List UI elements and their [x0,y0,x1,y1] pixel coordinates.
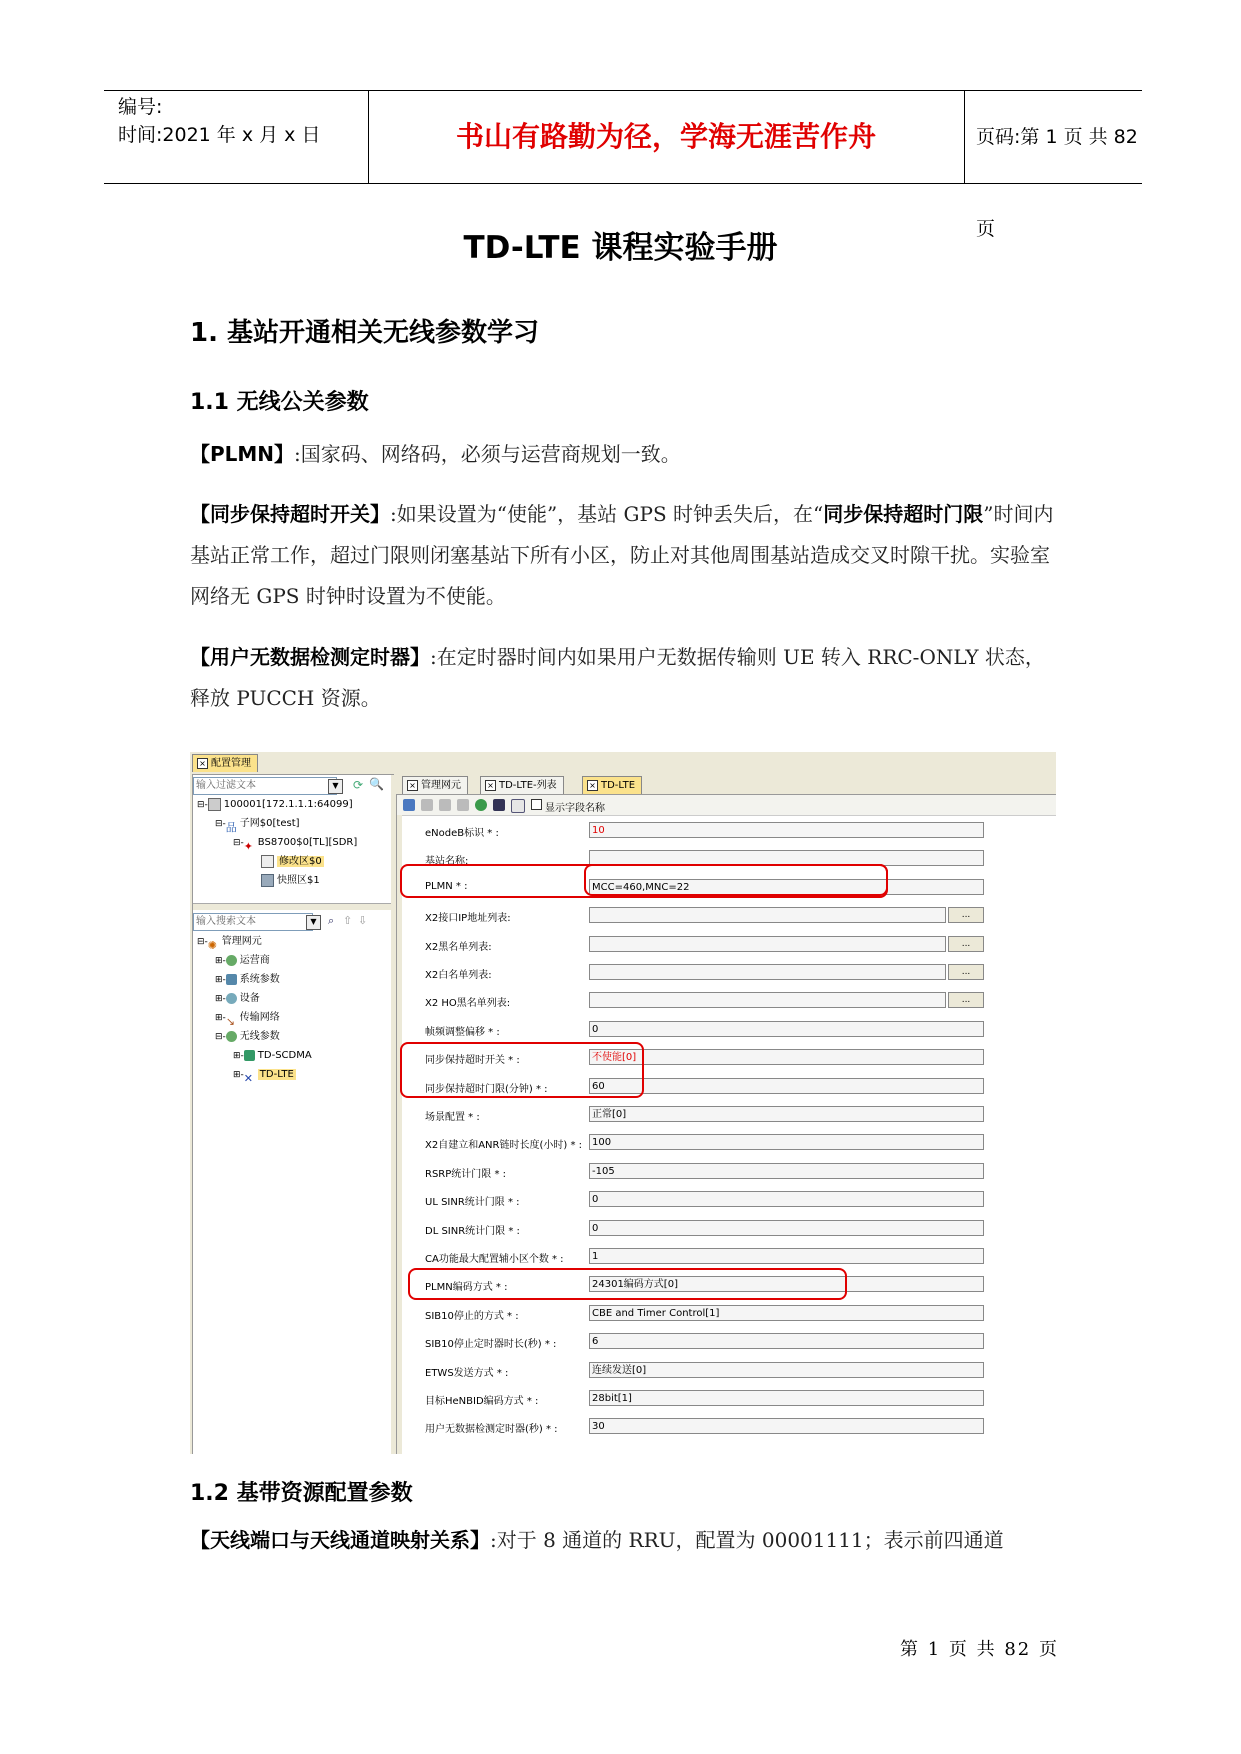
tree-node[interactable] [261,871,320,890]
parameter-label: UL SINR统计门限 * : [425,1197,520,1209]
parameter-row [397,1016,1056,1044]
header-motto: 书山有路勤为径，学海无涯苦作舟 [455,120,876,153]
tree-label: 子网$0[test] [239,818,300,829]
parameter-value-field[interactable]: 0 [589,1220,984,1236]
edit-area-icon [261,855,274,868]
tree-node[interactable]: ⊞- 运营商 [215,955,270,966]
arrow-up-icon[interactable]: ⇧ [343,914,353,927]
parameter-row [397,1385,1056,1413]
doc-title: TD-LTE 课程实验手册 [463,230,778,266]
parameter-value-field[interactable] [589,992,946,1008]
header-divider [368,91,369,183]
server-icon [208,798,221,811]
term-timer: 【用户无数据检测定时器】 [190,645,430,669]
parameter-label: SIB10停止定时器时长(秒) * : [425,1339,557,1351]
parameter-row [397,959,1056,987]
tree-node[interactable]: ⊞- TD-SCDMA [233,1050,312,1061]
refresh-icon[interactable]: ⟳ [353,778,364,792]
tab-td-lte-list[interactable] [480,776,564,794]
tree-node[interactable]: ⊟- 无线参数 [215,1031,280,1042]
show-field-label: 显示字段名称 [545,803,605,814]
paragraph-plmn [190,434,1060,475]
highlight-sync [400,1042,644,1098]
parameter-label: X2 HO黑名单列表: [425,998,511,1010]
close-icon[interactable]: × [197,758,208,769]
parameter-row [397,1215,1056,1243]
arrow-down-icon[interactable]: ⇩ [358,914,368,927]
close-icon[interactable]: × [587,780,598,791]
copy-icon[interactable] [457,799,469,811]
browse-button[interactable]: ... [948,992,984,1008]
parameter-label: ETWS发送方式 * : [425,1367,509,1379]
tree-label: 运营商 [239,955,270,966]
parameter-value-field[interactable] [589,964,946,980]
paragraph-text: :在定时器时间内如果用户无数据传输则 UE 转入 RRC-ONLY 状态，释放 PUCCH 资源。 [190,645,1045,710]
parameter-label: X2接口IP地址列表: [425,913,511,925]
paragraph-text: ”时间内基站正常工作，超过门限则闭塞基站下所有小区，防止对其他周围基站造成交叉时隙干扰。实验室网络无 GPS 时钟时设置为不使能。 [190,502,1054,608]
paragraph-timer [190,637,1060,719]
header-left [118,93,368,149]
config-screenshot [190,752,1056,1454]
tree-label: 快照区$1 [277,875,320,886]
tree-node[interactable]: ⊟-✦ BS8700$0[TL][SDR] [233,837,358,853]
parameter-row [397,1243,1056,1271]
parameter-value-field[interactable]: 连续发送[0] [589,1362,984,1378]
tree-node[interactable]: ⊟-品 子网$0[test] [215,818,300,834]
splitter[interactable] [193,903,391,910]
toolbar [397,795,1056,816]
parameter-value-field[interactable]: 30 [589,1418,984,1434]
refresh-icon[interactable] [475,799,487,811]
tree-label: 管理网元 [221,936,262,947]
parameter-value-field[interactable]: 1 [589,1248,984,1264]
parameter-value-field[interactable]: 正常[0] [589,1106,984,1122]
system-params-icon [226,974,237,985]
parameter-value-field[interactable]: -105 [589,1163,984,1179]
parameter-row [397,1413,1056,1441]
tree-label: TD-SCDMA [257,1050,312,1061]
highlight-plmn-row [400,864,888,898]
doc-number-label: 编号: [118,96,163,118]
subsection-heading: 1.1 无线公关参数 [190,390,369,415]
parameter-value-field[interactable]: 100 [589,1134,984,1150]
base-station-icon: ✦ [243,839,254,853]
chevron-down-icon[interactable]: ▼ [306,915,321,930]
parameter-value-field[interactable]: 6 [589,1333,984,1349]
td-lte-icon: ✕ [243,1071,254,1085]
paragraph-text: :如果设置为“使能”，基站 GPS 时钟丢失后，在“ [390,502,824,526]
radio-params-icon [226,1031,237,1042]
undo-icon[interactable] [421,799,433,811]
tree-node[interactable]: ⊟- 100001[172.1.1.1:64099] [197,799,353,810]
section-heading: 1. 基站开通相关无线参数学习 [190,318,540,348]
tree-label: TD-LTE [259,1069,294,1080]
parameter-label: RSRP统计门限 * : [425,1168,507,1180]
tab-label: 管理网元 [421,780,461,791]
td-scdma-icon [244,1050,255,1061]
parameter-value-field[interactable]: 不使能[0] [589,1049,984,1065]
parameter-row [397,817,1056,845]
managed-element-icon: ✺ [207,938,218,952]
page-footer: 第 1 页 共 82 页 [900,1639,1059,1660]
parameter-value-field[interactable]: 60 [589,1078,984,1094]
parameter-label: 用户无数据检测定时器(秒) * : [425,1424,558,1436]
parameter-value-field[interactable]: 10 [589,822,984,838]
tree-node[interactable]: ⊟-✺ 管理网元 [197,936,262,952]
tree-label: 传输网络 [239,1012,280,1023]
tree-node[interactable]: ⊞- 设备 [215,993,260,1004]
parameter-value-field[interactable]: 0 [589,1191,984,1207]
parameter-label: 目标HeNBID编码方式 * : [425,1396,539,1407]
parameter-row [397,1101,1056,1129]
tree-node[interactable] [261,852,324,871]
transport-network-icon: ↘ [225,1014,236,1028]
chevron-down-icon[interactable]: ▼ [328,779,343,794]
browse-button[interactable]: ... [948,964,984,980]
parameter-value-field[interactable]: 0 [589,1021,984,1037]
doc-time-label: 时间:2021 年 x 月 x 日 [118,124,321,146]
parameter-row [397,1300,1056,1328]
tree-label: 设备 [239,993,260,1004]
tab-label: TD-LTE [601,780,636,791]
parameter-label: SIB10停止的方式 * : [425,1310,519,1322]
paragraph-text: :对于 8 通道的 RRU，配置为 00001111；表示前四通道 [490,1528,1004,1552]
parameter-value-field[interactable]: 24301编码方式[0] [589,1276,984,1292]
subsection-heading: 1.2 基带资源配置参数 [190,1481,413,1506]
tree-label: 100001[172.1.1.1:64099] [223,799,353,810]
window-icon[interactable] [511,799,525,813]
tree-node[interactable]: ⊞-↘ 传输网络 [215,1012,280,1028]
parameter-value-field[interactable] [589,936,946,952]
navigation-panel [192,774,394,1454]
tab-td-lte[interactable] [582,776,642,794]
parameter-label: eNodeB标识 * : [425,828,499,839]
parameter-label: PLMN * : [425,880,468,892]
parameter-value-field[interactable]: 28bit[1] [589,1390,984,1406]
parameter-row [397,1186,1056,1214]
tree-label: 无线参数 [239,1031,280,1042]
binoculars-icon[interactable]: ⌕ [328,914,335,927]
parameter-label: X2自建立和ANR链时长度(小时) * : [425,1140,583,1152]
parameter-row [397,931,1056,959]
term-plmn: 【PLMN】 [190,442,295,466]
parameter-value-field[interactable]: MCC=460,MNC=22 [589,879,984,895]
header-page-number: 页码:第 1 页 共 82 页 [976,126,1138,240]
device-icon [226,993,237,1004]
tree-node[interactable]: ⊞- 系统参数 [215,974,280,985]
save-icon[interactable] [439,799,451,811]
browse-button[interactable]: ... [948,907,984,923]
tree-node[interactable]: ⊞-✕ TD-LTE [233,1069,294,1085]
tree-label: 系统参数 [239,974,280,985]
snapshot-icon [261,874,274,887]
term-sync-threshold: 同步保持超时门限 [823,502,984,526]
term-sync-switch: 【同步保持超时开关】 [190,502,390,526]
parameter-row [397,1357,1056,1385]
parameter-label: 同步保持超时门限(分钟) * : [425,1083,548,1095]
parameter-label: X2白名单列表: [425,970,492,981]
tab-label: TD-LTE-列表 [499,780,557,791]
tree-label: 修改区$0 [279,856,322,867]
show-field-checkbox[interactable] [531,799,542,810]
filter-input[interactable]: 输入过滤文本 [193,777,337,795]
search-input[interactable]: 输入搜索文本 [193,913,313,931]
parameter-label: X2黑名单列表: [425,941,492,953]
parameter-row [397,902,1056,930]
paragraph-text: :国家码、网络码，必须与运营商规划一致。 [294,442,681,466]
close-icon[interactable]: × [485,780,496,791]
term-antenna-mapping: 【天线端口与天线通道映射关系】 [190,1528,490,1552]
browse-button[interactable]: ... [948,936,984,952]
network-icon: 品 [225,820,237,834]
tree-label: BS8700$0[TL][SDR] [257,837,358,848]
parameter-label: 场景配置 * : [425,1112,480,1123]
operator-icon [226,955,237,966]
page-header [104,90,1142,240]
tab-config-management[interactable] [192,754,258,772]
parameter-label: 帧频调整偏移 * : [425,1026,500,1038]
parameter-label: 基站名称: [425,856,469,868]
parameter-row [397,1158,1056,1186]
tab-managed-element[interactable] [402,776,468,794]
header-divider [964,91,965,183]
paragraph-antenna [190,1520,1060,1561]
highlight-timer [408,1268,847,1300]
edit-icon[interactable] [403,799,415,811]
parameter-label: CA功能最大配置辅小区个数 * : [425,1254,564,1265]
parameter-row [397,987,1056,1015]
parameter-label: 同步保持超时开关 * : [425,1055,520,1067]
binoculars-icon[interactable] [493,799,505,811]
parameter-value-field[interactable] [589,907,946,923]
tab-label: 配置管理 [211,758,251,769]
close-icon[interactable]: × [407,780,418,791]
parameter-label: DL SINR统计门限 * : [425,1225,520,1237]
parameter-value-field[interactable]: CBE and Timer Control[1] [589,1305,984,1321]
parameter-row [397,1129,1056,1157]
parameter-row [397,1328,1056,1356]
search-icon[interactable]: 🔍 [369,777,384,791]
parameter-label: PLMN编码方式 * : [425,1282,508,1294]
paragraph-sync [190,494,1060,617]
